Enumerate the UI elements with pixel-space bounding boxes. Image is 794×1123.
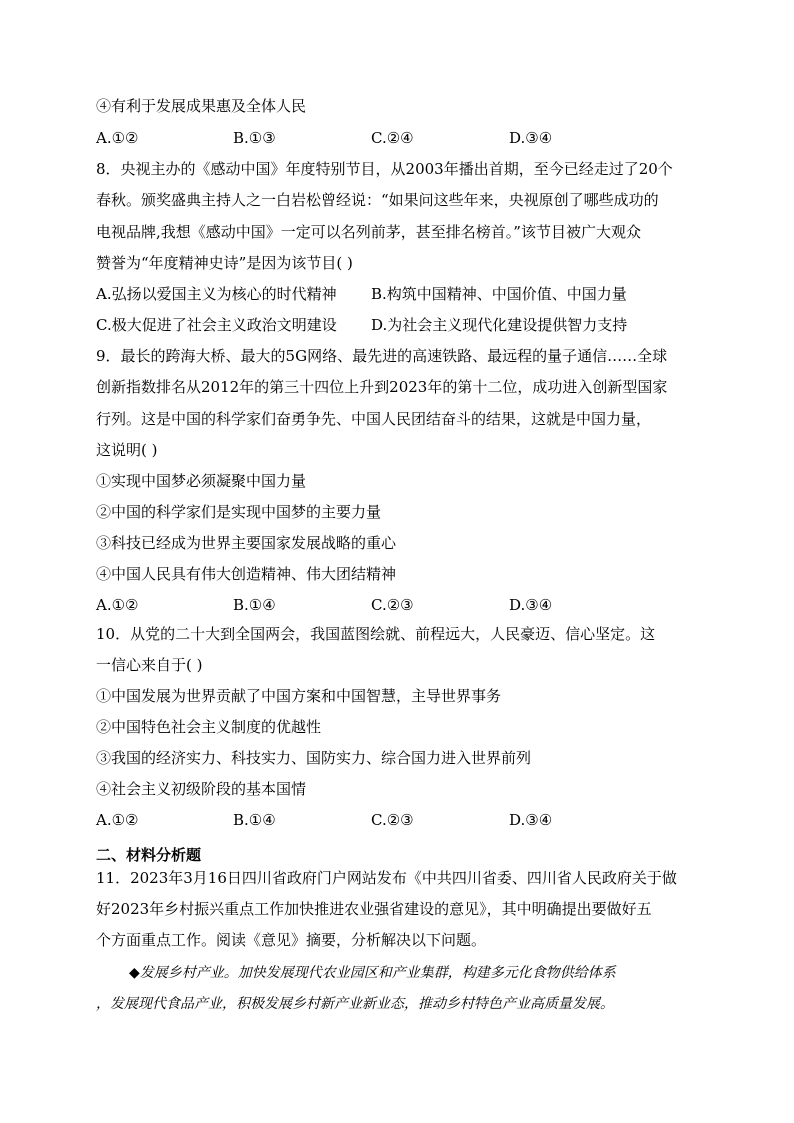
q9-option-3: ③科技已经成为世界主要国家发展战略的重心: [96, 534, 397, 552]
q10-option-3: ③我国的经济实力、科技实力、国防实力、综合国力进入世界前列: [96, 749, 532, 767]
q8-stem-line-1: 8．央视主办的《感动中国》年度特别节目，从2003年播出首期，至今已经走过了20个: [96, 160, 673, 178]
q10-choice-b: B.①④: [233, 811, 276, 829]
q10-option-4: ④社会主义初级阶段的基本国情: [96, 780, 307, 798]
q9-choice-b: B.①④: [233, 596, 276, 614]
q8-stem-line-3: 电视品牌,我想《感动中国》一定可以名列前茅，甚至排名榜首。”该节目被广大观众: [96, 223, 641, 241]
q8-choice-b: B.构筑中国精神、中国价值、中国力量: [371, 285, 627, 303]
q10-choice-a: A.①②: [96, 811, 139, 829]
material-excerpt-line-2: ，发展现代食品产业，积极发展乡村新产业新业态，推动乡村特色产业高质量发展。: [96, 996, 614, 1012]
q9-choice-a: A.①②: [96, 596, 139, 614]
q9-option-2: ②中国的科学家们是实现中国梦的主要力量: [96, 503, 382, 521]
q8-choice-a: A.弘扬以爱国主义为核心的时代精神: [96, 285, 337, 303]
q7-choice-c: C.②④: [371, 129, 414, 147]
section-heading: 二、材料分析题: [96, 846, 202, 864]
q9-choice-c: C.②③: [371, 596, 414, 614]
q10-choice-d: D.③④: [509, 811, 553, 829]
q9-choice-d: D.③④: [509, 596, 553, 614]
q11-stem-line-3: 个方面重点工作。阅读《意见》摘要，分析解决以下问题。: [96, 931, 487, 949]
q7-choice-a: A.①②: [96, 129, 139, 147]
q8-answer-choices-row-1: [96, 284, 696, 304]
q9-option-4: ④中国人民具有伟大创造精神、伟大团结精神: [96, 565, 397, 583]
q8-stem-line-2: 春秋。颁奖盛典主持人之一白岩松曾经说：“如果问这些年来，央视原创了哪些成功的: [96, 191, 659, 209]
q11-stem-line-1: 11．2023年3月16日四川省政府门户网站发布《中共四川省委、四川省人民政府关于做: [96, 869, 677, 887]
q9-option-1: ①实现中国梦必须凝聚中国力量: [96, 472, 307, 490]
q8-stem-line-4: 赞誉为“年度精神史诗”是因为该节目( ): [96, 254, 353, 272]
q7-answer-choices: [96, 128, 696, 148]
q7-option-4: ④有利于发展成果惠及全体人民: [96, 97, 307, 115]
q8-choice-c: C.极大促进了社会主义政治文明建设: [96, 316, 337, 334]
q9-answer-choices: [96, 595, 696, 615]
q10-option-1: ①中国发展为世界贡献了中国方案和中国智慧，主导世界事务: [96, 687, 502, 705]
q8-answer-choices-row-2: [96, 315, 696, 335]
q10-answer-choices: [96, 810, 696, 830]
q10-option-2: ②中国特色社会主义制度的优越性: [96, 718, 322, 736]
q9-stem-line-1: 9．最长的跨海大桥、最大的5G网络、最先进的高速铁路、最远程的量子通信……全球: [96, 347, 668, 365]
q9-stem-line-2: 创新指数排名从2012年的第三十四位上升到2023年的第十二位，成功进入创新型国家: [96, 378, 668, 396]
q10-choice-c: C.②③: [371, 811, 414, 829]
q10-stem-line-1: 10．从党的二十大到全国两会，我国蓝图绘就、前程远大，人民豪迈、信心坚定。这: [96, 625, 656, 643]
q11-stem-line-2: 好2023年乡村振兴重点工作加快推进农业强省建设的意见》，其中明确提出要做好五: [96, 900, 652, 918]
q7-choice-b: B.①③: [233, 129, 276, 147]
q9-stem-line-3: 行列。这是中国的科学家们奋勇争先、中国人民团结奋斗的结果，这就是中国力量，: [96, 410, 652, 428]
q8-choice-d: D.为社会主义现代化建设提供智力支持: [371, 316, 628, 334]
q10-stem-line-2: 一信心来自于( ): [96, 656, 203, 674]
q7-choice-d: D.③④: [509, 129, 553, 147]
material-excerpt-line-1: ◆发展乡村产业。加快发展现代农业园区和产业集群，构建多元化食物供给体系: [129, 965, 616, 981]
q9-stem-line-4: 这说明( ): [96, 441, 158, 459]
